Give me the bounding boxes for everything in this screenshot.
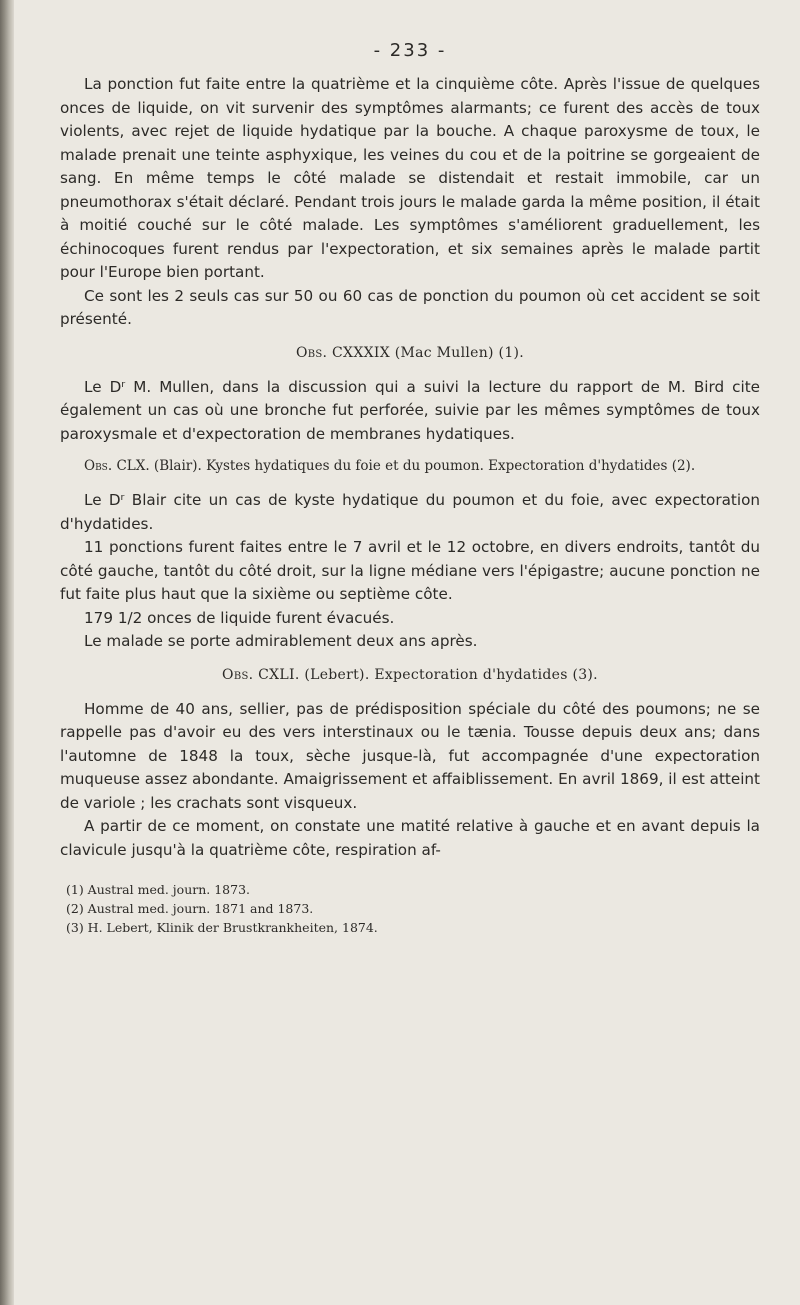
page-content bbox=[60, 40, 760, 937]
footnotes bbox=[60, 880, 760, 937]
observation-title: CLX. (Blair). Kystes hydatiques du foie et du poumon. Expectoration d'hydatides (2). bbox=[116, 458, 696, 474]
paragraph: Le malade se porte admirablement deux ans après. bbox=[84, 632, 478, 650]
paragraph: 11 ponctions furent faites entre le 7 avril et le 12 octobre, en divers endroits, tantôt du côté gauche, tantôt du côté droit, sur la ligne médiane vers l'épigastre; aucune ponction ne fut faite plus haut que la sixième ou septième côte. bbox=[60, 538, 760, 603]
paragraph: A partir de ce moment, on constate une matité relative à gauche et en avant depuis la clavicule jusqu'à la quatrième côte, respiration af- bbox=[60, 817, 760, 859]
footnote: (2) Austral med. journ. 1871 and 1873. bbox=[66, 901, 314, 916]
paragraph: Le Dʳ M. Mullen, dans la discussion qui a suivi la lecture du rapport de M. Bird cite également un cas où une bronche fut perforée, suivie par les mêmes symptômes de toux paroxysmale et d'expectoration de membranes hydatiques. bbox=[60, 377, 760, 443]
paragraph: Ce sont les 2 seuls cas sur 50 ou 60 cas de ponction du poumon où cet accident se soit présenté. bbox=[60, 286, 760, 328]
observation-heading bbox=[60, 664, 760, 686]
observation-heading bbox=[60, 456, 760, 477]
paragraph: La ponction fut faite entre la quatrième et la cinquième côte. Après l'issue de quelques onces de liquide, on vit survenir des symptômes alarmants; ce furent des accès de toux violents, avec rejet de liquide hydatique par la bouche. A chaque paroxysme de toux, le malade prenait une teinte asphyxique, les veines du cou et de la poitrine se gorgeaient de sang. En même temps le côté malade se distendait et restait immobile, car un pneumothorax s'était déclaré. Pendant trois jours le malade garda la même position, il était à moitié couché sur le côté malade. Les symptômes s'améliorent graduellement, les échinocoques furent rendus par l'expectoration, et six semaines après le malade partit pour l'Europe bien portant. bbox=[60, 75, 760, 281]
observation-label: Obs. bbox=[222, 666, 254, 683]
observation-title: CXLI. (Lebert). Expectoration d'hydatides (3). bbox=[258, 666, 598, 683]
footnote: (1) Austral med. journ. 1873. bbox=[66, 882, 251, 897]
page-number: - 233 - bbox=[373, 40, 447, 61]
page-binding-edge bbox=[0, 0, 14, 1305]
observation-heading bbox=[60, 342, 760, 364]
paragraph: Le Dʳ Blair cite un cas de kyste hydatique du poumon et du foie, avec expectoration d'hydatides. bbox=[60, 491, 760, 533]
observation-label: Obs. bbox=[84, 458, 113, 474]
paragraph: Homme de 40 ans, sellier, pas de prédisposition spéciale du côté des poumons; ne se rappelle pas d'avoir eu des vers interstinaux ou le tænia. Tousse depuis deux ans; dans l'automne de 1848 la toux, sèche jusque-là, fut accompagnée d'une expectoration muqueuse assez abondante. Amaigrissement et affaiblissement. En avril 1869, il est atteint de variole ; les crachats sont visqueux. bbox=[60, 699, 760, 812]
footnote: (3) H. Lebert, Klinik der Brustkrankheiten, 1874. bbox=[66, 920, 378, 935]
observation-title: CXXXIX (Mac Mullen) (1). bbox=[332, 344, 525, 361]
paragraph: 179 1/2 onces de liquide furent évacués. bbox=[84, 608, 395, 627]
observation-label: Obs. bbox=[295, 344, 328, 361]
